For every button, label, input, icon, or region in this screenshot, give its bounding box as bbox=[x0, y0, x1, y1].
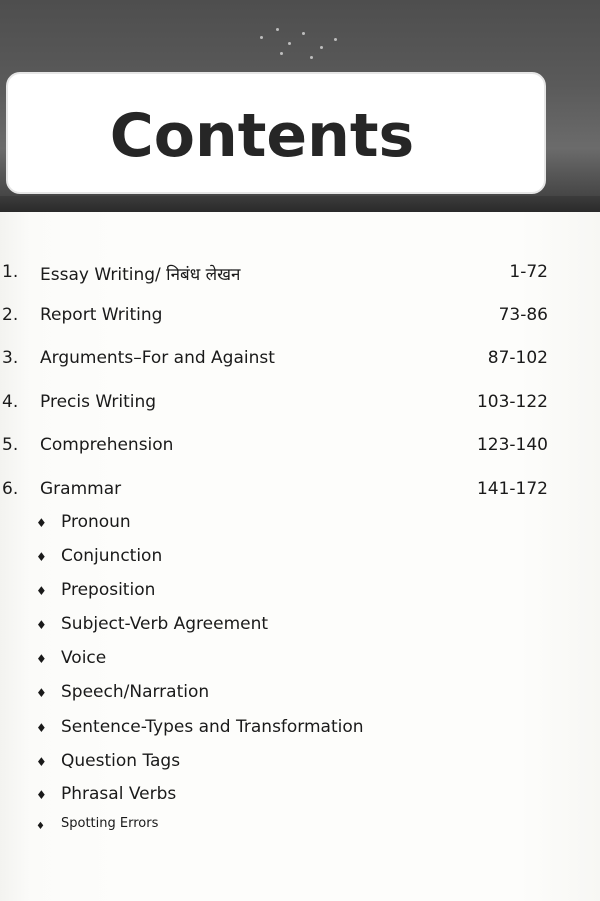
toc-row bbox=[0, 262, 600, 292]
diamond-bullet-icon: ♦ bbox=[36, 821, 45, 832]
diamond-bullet-icon: ♦ bbox=[36, 652, 47, 666]
header-texture bbox=[250, 22, 370, 62]
diamond-bullet-icon: ♦ bbox=[36, 550, 47, 564]
diamond-bullet-icon: ♦ bbox=[36, 755, 47, 769]
toc-title: Essay Writing/ निबंध लेखन bbox=[40, 265, 241, 285]
toc-pages: 123-140 bbox=[476, 435, 548, 455]
diamond-bullet-icon: ♦ bbox=[36, 584, 47, 598]
toc-row bbox=[0, 392, 600, 422]
toc-title: Arguments–For and Against bbox=[40, 348, 275, 368]
toc-pages: 1-72 bbox=[509, 262, 548, 282]
toc-number: 2. bbox=[2, 305, 19, 325]
grammar-topic-label: Sentence-Types and Transformation bbox=[61, 717, 364, 737]
toc-pages: 103-122 bbox=[476, 392, 548, 412]
toc-number: 4. bbox=[2, 392, 19, 412]
grammar-topic-label: Speech/Narration bbox=[61, 682, 210, 702]
toc-title: Report Writing bbox=[40, 305, 163, 325]
header-shadow bbox=[0, 196, 600, 212]
grammar-topic-label: Pronoun bbox=[61, 512, 131, 532]
grammar-topic-label: Conjunction bbox=[61, 546, 163, 566]
toc-title: Comprehension bbox=[40, 435, 174, 455]
toc-title: Grammar bbox=[40, 479, 122, 499]
grammar-topic-label: Spotting Errors bbox=[61, 816, 159, 831]
toc-number: 6. bbox=[2, 479, 19, 499]
toc-row bbox=[0, 479, 600, 509]
toc-pages: 87-102 bbox=[487, 348, 548, 368]
page-title: Contents bbox=[109, 101, 415, 171]
grammar-topic-label: Preposition bbox=[61, 580, 156, 600]
toc-pages: 73-86 bbox=[498, 305, 548, 325]
toc-pages: 141-172 bbox=[476, 479, 548, 499]
diamond-bullet-icon: ♦ bbox=[36, 516, 47, 530]
toc-number: 5. bbox=[2, 435, 19, 455]
toc-row bbox=[0, 305, 600, 335]
diamond-bullet-icon: ♦ bbox=[36, 788, 47, 802]
grammar-topic-label: Subject-Verb Agreement bbox=[61, 614, 269, 634]
toc-row bbox=[0, 348, 600, 378]
toc-title: Precis Writing bbox=[40, 392, 157, 412]
toc-number: 3. bbox=[2, 348, 19, 368]
diamond-bullet-icon: ♦ bbox=[36, 686, 47, 700]
grammar-topic-label: Voice bbox=[61, 648, 107, 668]
toc-number: 1. bbox=[2, 262, 19, 282]
diamond-bullet-icon: ♦ bbox=[36, 721, 47, 735]
toc-row bbox=[0, 435, 600, 465]
diamond-bullet-icon: ♦ bbox=[36, 618, 47, 632]
grammar-topic-label: Phrasal Verbs bbox=[61, 784, 177, 804]
grammar-topic-label: Question Tags bbox=[61, 751, 181, 771]
